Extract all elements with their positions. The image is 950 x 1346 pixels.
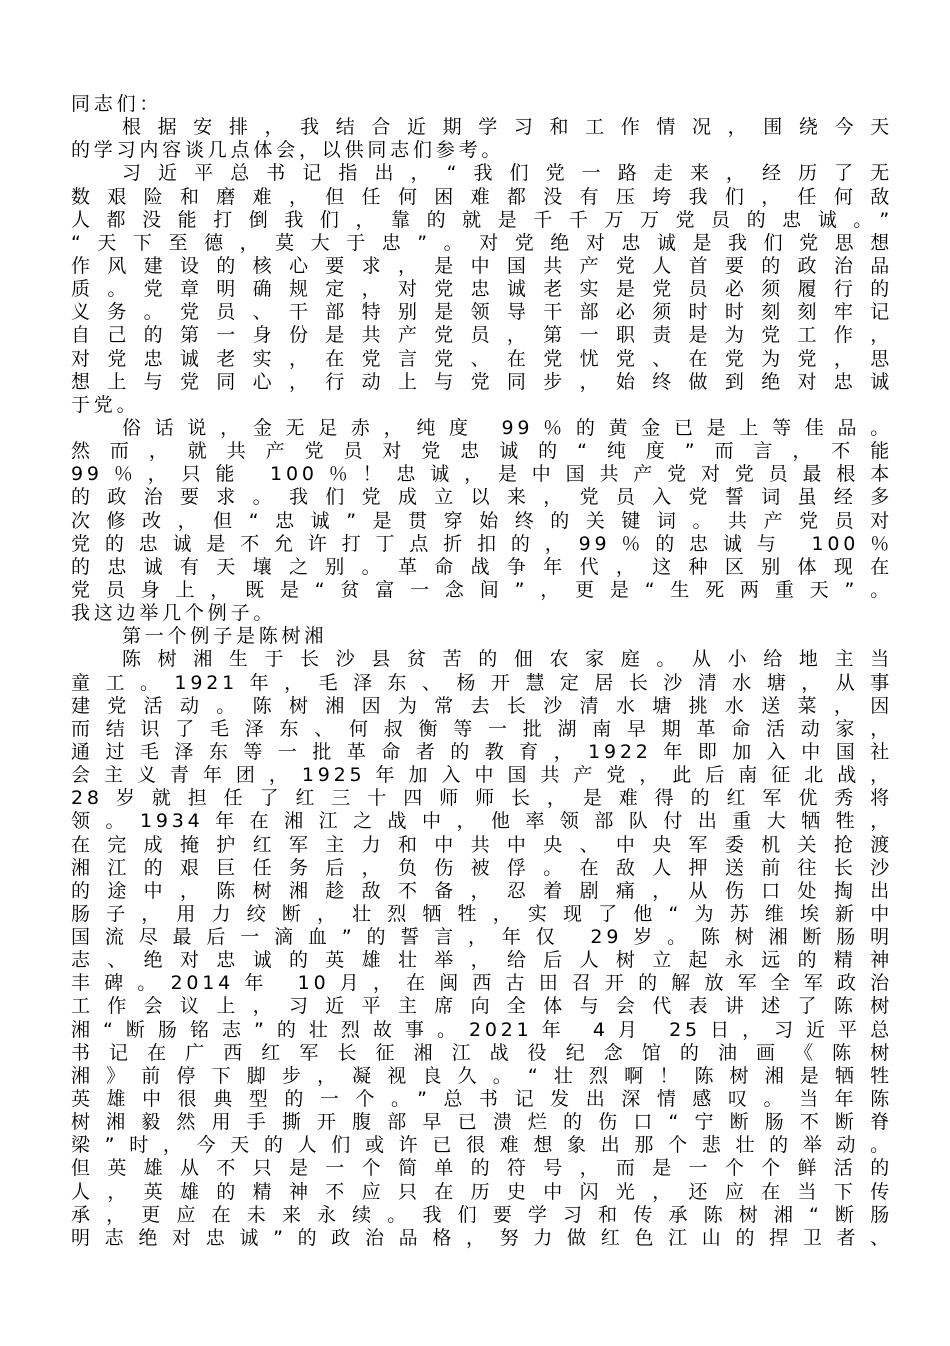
- text-line: 想上与党同心，行动上与党同步，始终做到绝对忠诚: [71, 370, 893, 393]
- text-line: 在完成掩护红军主力和中共中央、中央军委机关抢渡: [71, 833, 893, 856]
- text-line: 国流尽最后一滴血”的誓言，年仅 29岁。陈树湘断肠明: [71, 926, 893, 949]
- document-body: [71, 93, 893, 1250]
- text-line: 于党。: [71, 393, 140, 416]
- text-line: “天下至德，莫大于忠”。对党绝对忠诚是我们党思想: [71, 231, 893, 254]
- text-line: 通过毛泽东等一批革命者的教育，1922年即加入中国社: [71, 740, 893, 763]
- text-line: 湘“断肠铭志”的壮烈故事。2021年 4月 25日，习近平总: [71, 1018, 893, 1041]
- text-line: 陈树湘生于长沙县贫苦的佃农家庭。从小给地主当: [122, 648, 893, 671]
- text-line: 质。党章明确规定，对党忠诚老实是党员必须履行的: [71, 278, 893, 301]
- text-line: 工作会议上，习近平主席向全体与会代表讲述了陈树: [71, 995, 893, 1018]
- text-line: 义务。党员、干部特别是领导干部必须时时刻刻牢记: [71, 301, 893, 324]
- text-line: 领。1934年在湘江之战中，他率领部队付出重大牺牲，: [71, 810, 893, 833]
- section-heading: 第一个例子是陈树湘: [122, 625, 328, 648]
- text-line: 肠子，用力绞断，壮烈牺牲，实现了他“为苏维埃新中: [71, 902, 893, 925]
- text-line: 明志绝对忠诚”的政治品格，努力做红色江山的捍卫者、: [71, 1226, 893, 1249]
- text-line: 我这边举几个例子。: [71, 602, 277, 625]
- text-line: 然而，就共产党员对党忠诚的“纯度”而言，不能: [71, 440, 893, 463]
- text-line: 梁”时，今天的人们或许已很难想象出那个悲壮的举动。: [71, 1134, 893, 1157]
- text-line: 的学习内容谈几点体会，以供同志们参考。: [71, 139, 505, 162]
- text-line: 但英雄从不只是一个简单的符号，而是一个个鲜活的: [71, 1157, 893, 1180]
- text-line: 的政治要求。我们党成立以来，党员入党誓词虽经多: [71, 486, 893, 509]
- text-line: 党员身上，既是“贫富一念间”，更是“生死两重天”。: [71, 578, 893, 601]
- text-line: 人，英雄的精神不应只在历史中闪光，还应在当下传: [71, 1180, 893, 1203]
- text-line: 书记在广西红军长征湘江战役纪念馆的油画《陈树: [71, 1041, 893, 1064]
- text-line: 党的忠诚是不允许打丁点折扣的，99％的忠诚与 100％: [71, 532, 893, 555]
- text-line: 建党活动。陈树湘因为常去长沙清水塘挑水送菜，因: [71, 694, 893, 717]
- text-line: 人都没能打倒我们，靠的就是千千万万党员的忠诚。”: [71, 208, 893, 231]
- text-line: 童工。1921年，毛泽东、杨开慧定居长沙清水塘，从事: [71, 671, 893, 694]
- text-line: 次修改，但“忠诚”是贯穿始终的关键词。共产党员对: [71, 509, 893, 532]
- text-line: 会主义青年团，1925年加入中国共产党，此后南征北战，: [71, 764, 893, 787]
- text-line: 树湘毅然用手撕开腹部早已溃烂的伤口“宁断肠不断脊: [71, 1111, 893, 1134]
- text-line: 自己的第一身份是共产党员，第一职责是为党工作，: [71, 324, 893, 347]
- text-line: 志、绝对忠诚的英雄壮举，给后人树立起永远的精神: [71, 949, 893, 972]
- text-line: 湘江的艰巨任务后，负伤被俘。在敌人押送前往长沙: [71, 856, 893, 879]
- text-line: 英雄中很典型的一个。”总书记发出深情感叹。当年陈: [71, 1088, 893, 1111]
- text-line: 28岁就担任了红三十四师师长，是难得的红军优秀将: [71, 787, 893, 810]
- text-line: 99％，只能 100％！忠诚，是中国共产党对党员最根本: [71, 463, 893, 486]
- text-line: 习近平总书记指出，“我们党一路走来，经历了无: [122, 162, 893, 185]
- text-line: 作风建设的核心要求，是中国共产党人首要的政治品: [71, 254, 893, 277]
- text-line: 而结识了毛泽东、何叔衡等一批湖南早期革命活动家，: [71, 717, 893, 740]
- text-line: 数艰险和磨难，但任何困难都没有压垮我们，任何敌: [71, 185, 893, 208]
- text-line: 根据安排，我结合近期学习和工作情况，围绕今天: [122, 116, 893, 139]
- text-line: 对党忠诚老实，在党言党、在党忧党、在党为党，思: [71, 347, 893, 370]
- salutation: 同志们：: [71, 93, 163, 115]
- text-line: 的途中，陈树湘趁敌不备，忍着剧痛，从伤口处掏出: [71, 879, 893, 902]
- text-line: 承，更应在未来永续。我们要学习和传承陈树湘“断肠: [71, 1203, 893, 1226]
- text-line: 的忠诚有天壤之别。革命战争年代，这种区别体现在: [71, 555, 893, 578]
- text-line: 俗话说，金无足赤，纯度 99％的黄金已是上等佳品。: [122, 416, 893, 439]
- text-line: 湘》前停下脚步，凝视良久。“壮烈啊！陈树湘是牺牲: [71, 1064, 893, 1087]
- text-line: 丰碑。2014年 10月，在闽西古田召开的解放军全军政治: [71, 972, 893, 995]
